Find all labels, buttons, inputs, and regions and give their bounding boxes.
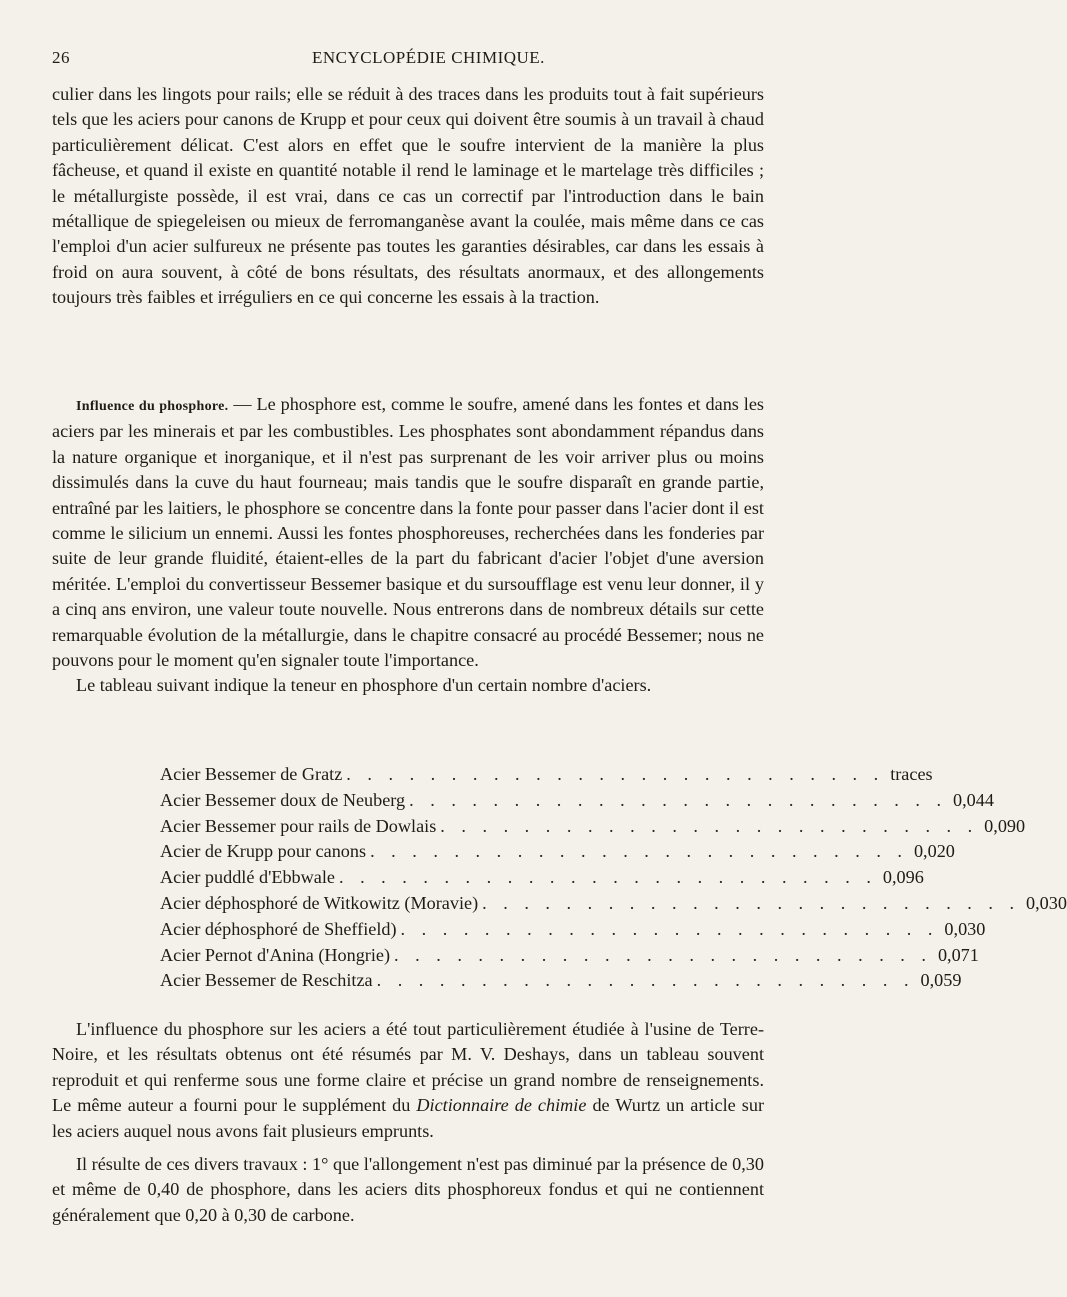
leader-dots: . . . . . . . . . . . . . . . . . . . . . . . . . .	[440, 815, 979, 836]
paragraph-conclusion	[52, 1152, 764, 1228]
paragraph-text: — Le phosphore est, comme le soufre, amené dans les fontes et dans les aciers par les minerais et par les combustibles. Les phosphates sont abondamment répandus dans la nature organique et inorganique, et il n'est pas surprenant de les voir arriver plus ou moins dissimulés dans la cuve du haut fourneau; mais tandis que le soufre disparaît en grande partie, entraîné par les laitiers, le phosphore se concentre dans la fonte pour passer dans l'acier dont il est comme le silicium un ennemi. Aussi les fontes phosphoreuses, recherchées dans les fonderies par suite de leur grande fluidité, étaient-elles de la part du fabricant d'acier l'objet d'une aversion méritée. L'emploi du convertisseur Bessemer basique et du sursoufflage est venu leur donner, il y a cinq ans environ, une valeur toute nouvelle. Nous entrerons dans de nombreux détails sur cette remarquable évolution de la métallurgie, dans le chapitre consacré au procédé Bessemer; nous ne pouvons pour le moment qu'en signaler toute l'importance.	[52, 394, 764, 671]
phosphorus-value: 0,030	[1026, 892, 1067, 913]
text-span: de Wurtz un article sur les aciers auquel nous avons fait plusieurs emprunts.	[52, 1095, 765, 1141]
table-row	[160, 918, 986, 945]
phosphorus-value: 0,030	[944, 918, 986, 939]
paragraph-continuation	[52, 82, 764, 311]
paragraph-text	[52, 1017, 764, 1144]
leader-dots: . . . . . . . . . . . . . . . . . . . . . . . . . .	[394, 944, 932, 965]
steel-name: Acier déphosphoré de Witkowitz (Moravie)	[160, 892, 479, 913]
running-title: ENCYCLOPÉDIE CHIMIQUE.	[312, 48, 545, 67]
steel-name: Acier puddlé d'Ebbwale	[160, 867, 335, 888]
text-span: L'influence du phosphore sur les aciers a été tout particulièrement étudiée à l'usine de Terre-Noire, et les résultats obtenus ont été résumés par M. V. Deshays, dans un tableau souvent reproduit et qui renferme sous une forme claire et précise un grand nombre de renseignements. Le même auteur a fourni pour le supplément du	[52, 1019, 764, 1116]
phosphorus-value: 0,071	[937, 944, 979, 965]
phosphorus-value: 0,090	[984, 815, 1026, 836]
leader-dots: . . . . . . . . . . . . . . . . . . . . . . . . . .	[346, 764, 885, 784]
phosphorus-value: 0,044	[953, 789, 994, 810]
table-row	[160, 764, 933, 790]
steel-name: Acier Bessemer de Gratz	[160, 764, 343, 784]
paragraph-phosphore	[52, 392, 764, 673]
steel-name: Acier Bessemer pour rails de Dowlais	[160, 815, 437, 836]
section-heading: Influence du phosphore.	[76, 399, 229, 414]
leader-dots: . . . . . . . . . . . . . . . . . . . . . . . . . .	[338, 867, 877, 888]
leader-dots: . . . . . . . . . . . . . . . . . . . . . . . . . .	[409, 789, 948, 810]
phosphorus-table	[160, 764, 1067, 996]
page-header	[52, 48, 760, 72]
page-number: 26	[52, 48, 70, 67]
leader-dots: . . . . . . . . . . . . . . . . . . . . . . . . . .	[482, 892, 1021, 913]
table-intro: Le tableau suivant indique la teneur en phosphore d'un certain nombre d'aciers.	[76, 675, 652, 696]
table-row	[160, 815, 1026, 842]
phosphorus-value: traces	[890, 764, 933, 784]
dictionary-title: Dictionnaire de chimie	[416, 1095, 587, 1116]
steel-name: Acier de Krupp pour canons	[160, 841, 367, 862]
paragraph-terre-noire	[52, 1017, 764, 1144]
leader-dots: . . . . . . . . . . . . . . . . . . . . . . . . . .	[376, 970, 915, 991]
phosphorus-value: 0,020	[913, 841, 955, 862]
paragraph-text: culier dans les lingots pour rails; elle se réduit à des traces dans les produits tout à fait supérieurs tels que les aciers pour canons de Krupp et pour ceux qui doivent être soumis à un travail à chaud particulièrement délicat. C'est alors en effet que le soufre intervient de la manière la plus fâcheuse, et quand il existe en quantité notable il rend le laminage et le martelage très difficiles ; le métallurgiste possède, il est vrai, dans ce cas un correctif par l'introduction dans le bain métallique de spiegeleisen ou mieux de ferromanganèse avant la coulée, mais même dans ce cas l'emploi d'un acier sulfureux ne présente pas toutes les garanties désirables, car dans les essais à froid on aura souvent, à côté de bons résultats, des résultats anormaux, et des allongements toujours très faibles et irréguliers en ce qui concerne les essais à la traction.	[52, 84, 764, 308]
steel-name: Acier déphosphoré de Sheffield)	[160, 918, 397, 939]
table-row	[160, 841, 955, 867]
table-row	[160, 789, 994, 816]
steel-name: Acier Bessemer de Reschitza	[160, 970, 373, 991]
phosphorus-value: 0,059	[920, 970, 962, 991]
table-row	[160, 892, 1067, 919]
steel-name: Acier Pernot d'Anina (Hongrie)	[160, 944, 391, 965]
steel-name: Acier Bessemer doux de Neuberg	[160, 789, 406, 810]
phosphorus-value: 0,096	[882, 867, 924, 888]
leader-dots: . . . . . . . . . . . . . . . . . . . . . . . . . .	[370, 841, 908, 862]
leader-dots: . . . . . . . . . . . . . . . . . . . . . . . . . .	[400, 918, 939, 939]
paragraph-text: Il résulte de ces divers travaux : 1° que l'allongement n'est pas diminué par la présence de 0,30 et même de 0,40 de phosphore, dans les aciers dits phosphoreux fondus et qui ne contiennent généralement que 0,20 à 0,30 de carbone.	[52, 1154, 764, 1225]
table-row	[160, 970, 962, 996]
section-phosphore	[52, 392, 764, 699]
table-row	[160, 944, 979, 971]
table-row	[160, 867, 924, 893]
